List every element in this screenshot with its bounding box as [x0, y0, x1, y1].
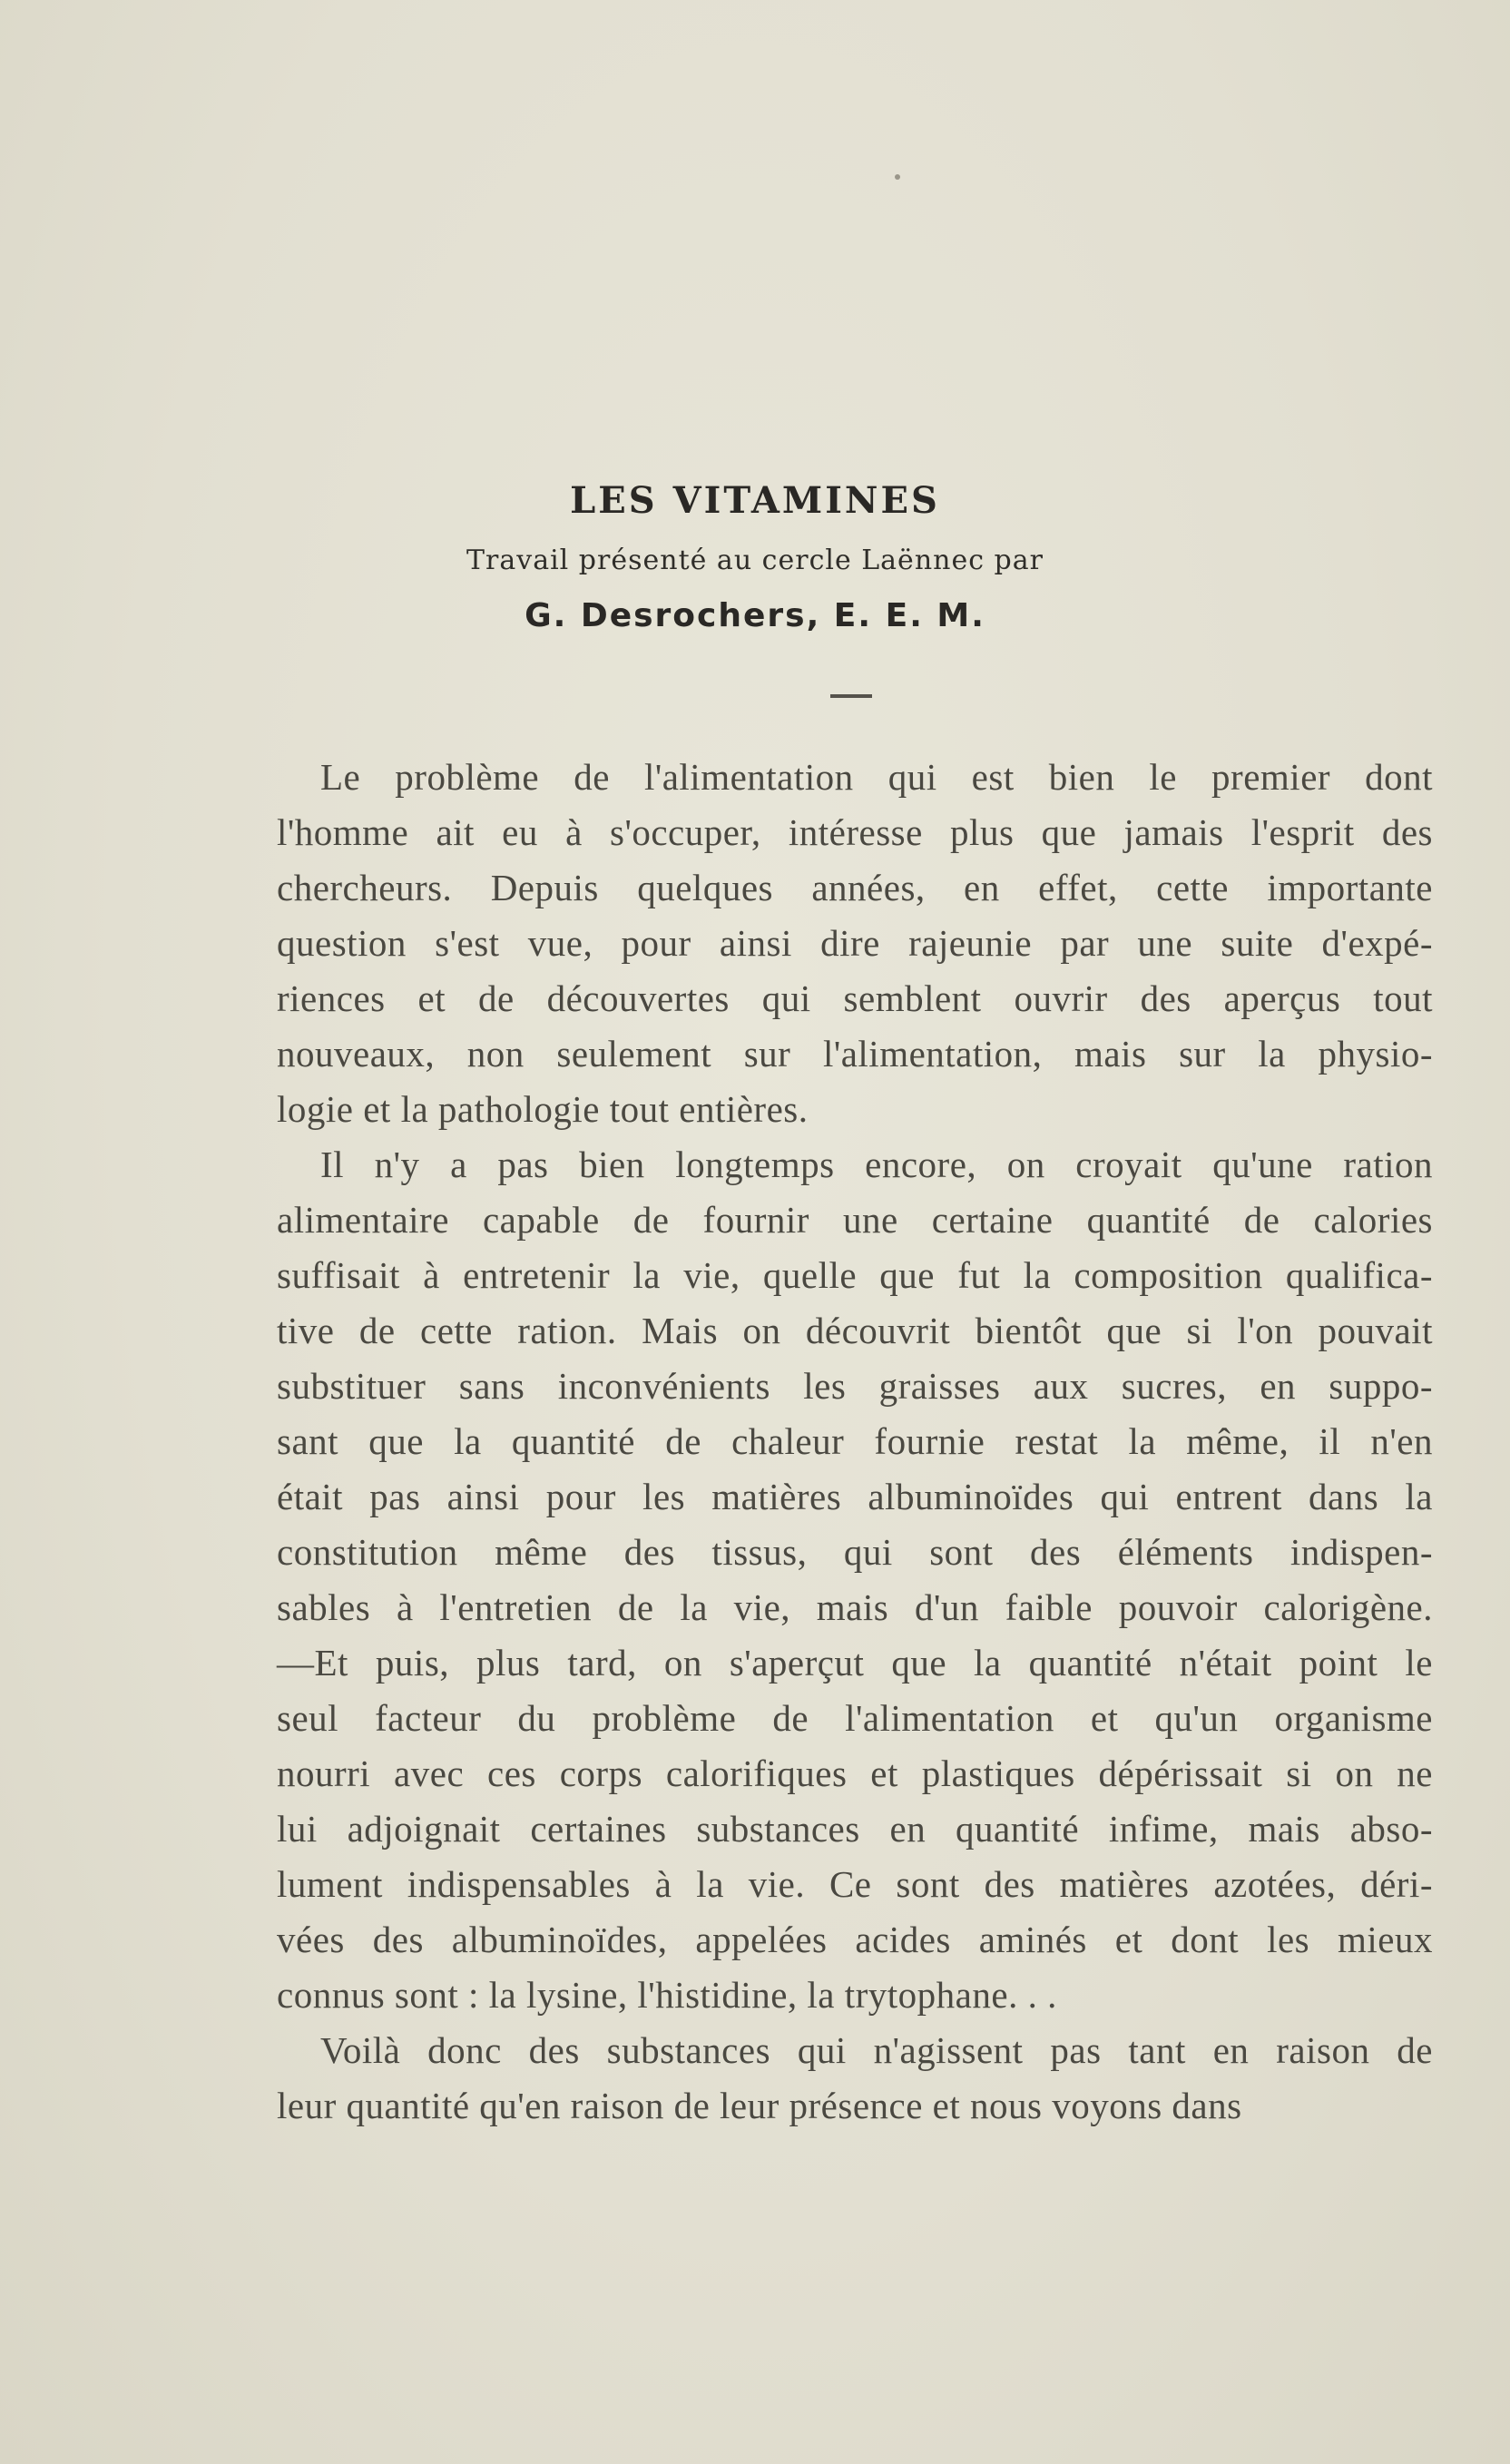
- article-author: G. Desrochers, E. E. M.: [525, 597, 985, 634]
- article-subtitle: Travail présenté au cercle Laënnec par: [466, 545, 1044, 576]
- text-line: était pas ainsi pour les matières albuminoïdes qui entrent dans la: [277, 1476, 1433, 1517]
- text-line: lui adjoignait certaines substances en quantité infime, mais abso-: [277, 1808, 1433, 1850]
- text-line: Voilà donc des substances qui n'agissent pas tant en raison de: [320, 2029, 1433, 2071]
- text-line: tive de cette ration. Mais on découvrit bientôt que si l'on pouvait: [277, 1310, 1433, 1351]
- text-line: constitution même des tissus, qui sont des éléments indispen-: [277, 1531, 1433, 1573]
- text-line: —Et puis, plus tard, on s'aperçut que la quantité n'était point le: [277, 1642, 1433, 1684]
- ink-speck: [895, 174, 900, 180]
- text-line: suffisait à entretenir la vie, quelle que fut la composition qualifica-: [277, 1254, 1433, 1296]
- text-line: alimentaire capable de fournir une certaine quantité de calories: [277, 1199, 1433, 1241]
- text-line: sables à l'entretien de la vie, mais d'un faible pouvoir calorigène.: [277, 1586, 1433, 1628]
- text-line: leur quantité qu'en raison de leur présence et nous voyons dans: [277, 2085, 1242, 2126]
- text-line: sant que la quantité de chaleur fournie restat la même, il n'en: [277, 1420, 1433, 1462]
- text-line: nouveaux, non seulement sur l'alimentation, mais sur la physio-: [277, 1033, 1433, 1075]
- article-title: LES VITAMINES: [570, 479, 940, 522]
- text-line: substituer sans inconvénients les graisses aux sucres, en suppo-: [277, 1365, 1433, 1407]
- text-line: vées des albuminoïdes, appelées acides aminés et dont les mieux: [277, 1919, 1433, 1960]
- text-line: logie et la pathologie tout entières.: [277, 1088, 809, 1130]
- text-line: l'homme ait eu à s'occuper, intéresse plus que jamais l'esprit des: [277, 811, 1433, 853]
- text-line: seul facteur du problème de l'alimentation et qu'un organisme: [277, 1697, 1433, 1739]
- text-line: riences et de découvertes qui semblent ouvrir des aperçus tout: [277, 977, 1433, 1019]
- paragraph: [277, 750, 1433, 1137]
- text-line: Il n'y a pas bien longtemps encore, on croyait qu'une ration: [320, 1144, 1433, 1185]
- text-line: chercheurs. Depuis quelques années, en effet, cette importante: [277, 867, 1433, 908]
- text-line: question s'est vue, pour ainsi dire rajeunie par une suite d'expé-: [277, 922, 1433, 964]
- title-separator-rule: [830, 694, 872, 698]
- paragraph: [277, 2023, 1433, 2134]
- article-body: [277, 750, 1433, 2134]
- text-line: Le problème de l'alimentation qui est bien le premier dont: [320, 756, 1433, 798]
- text-line: nourri avec ces corps calorifiques et plastiques dépérissait si on ne: [277, 1752, 1433, 1794]
- paragraph: [277, 1137, 1433, 2023]
- text-line: connus sont : la lysine, l'histidine, la trytophane. . .: [277, 1974, 1057, 2016]
- text-line: lument indispensables à la vie. Ce sont des matières azotées, déri-: [277, 1863, 1433, 1905]
